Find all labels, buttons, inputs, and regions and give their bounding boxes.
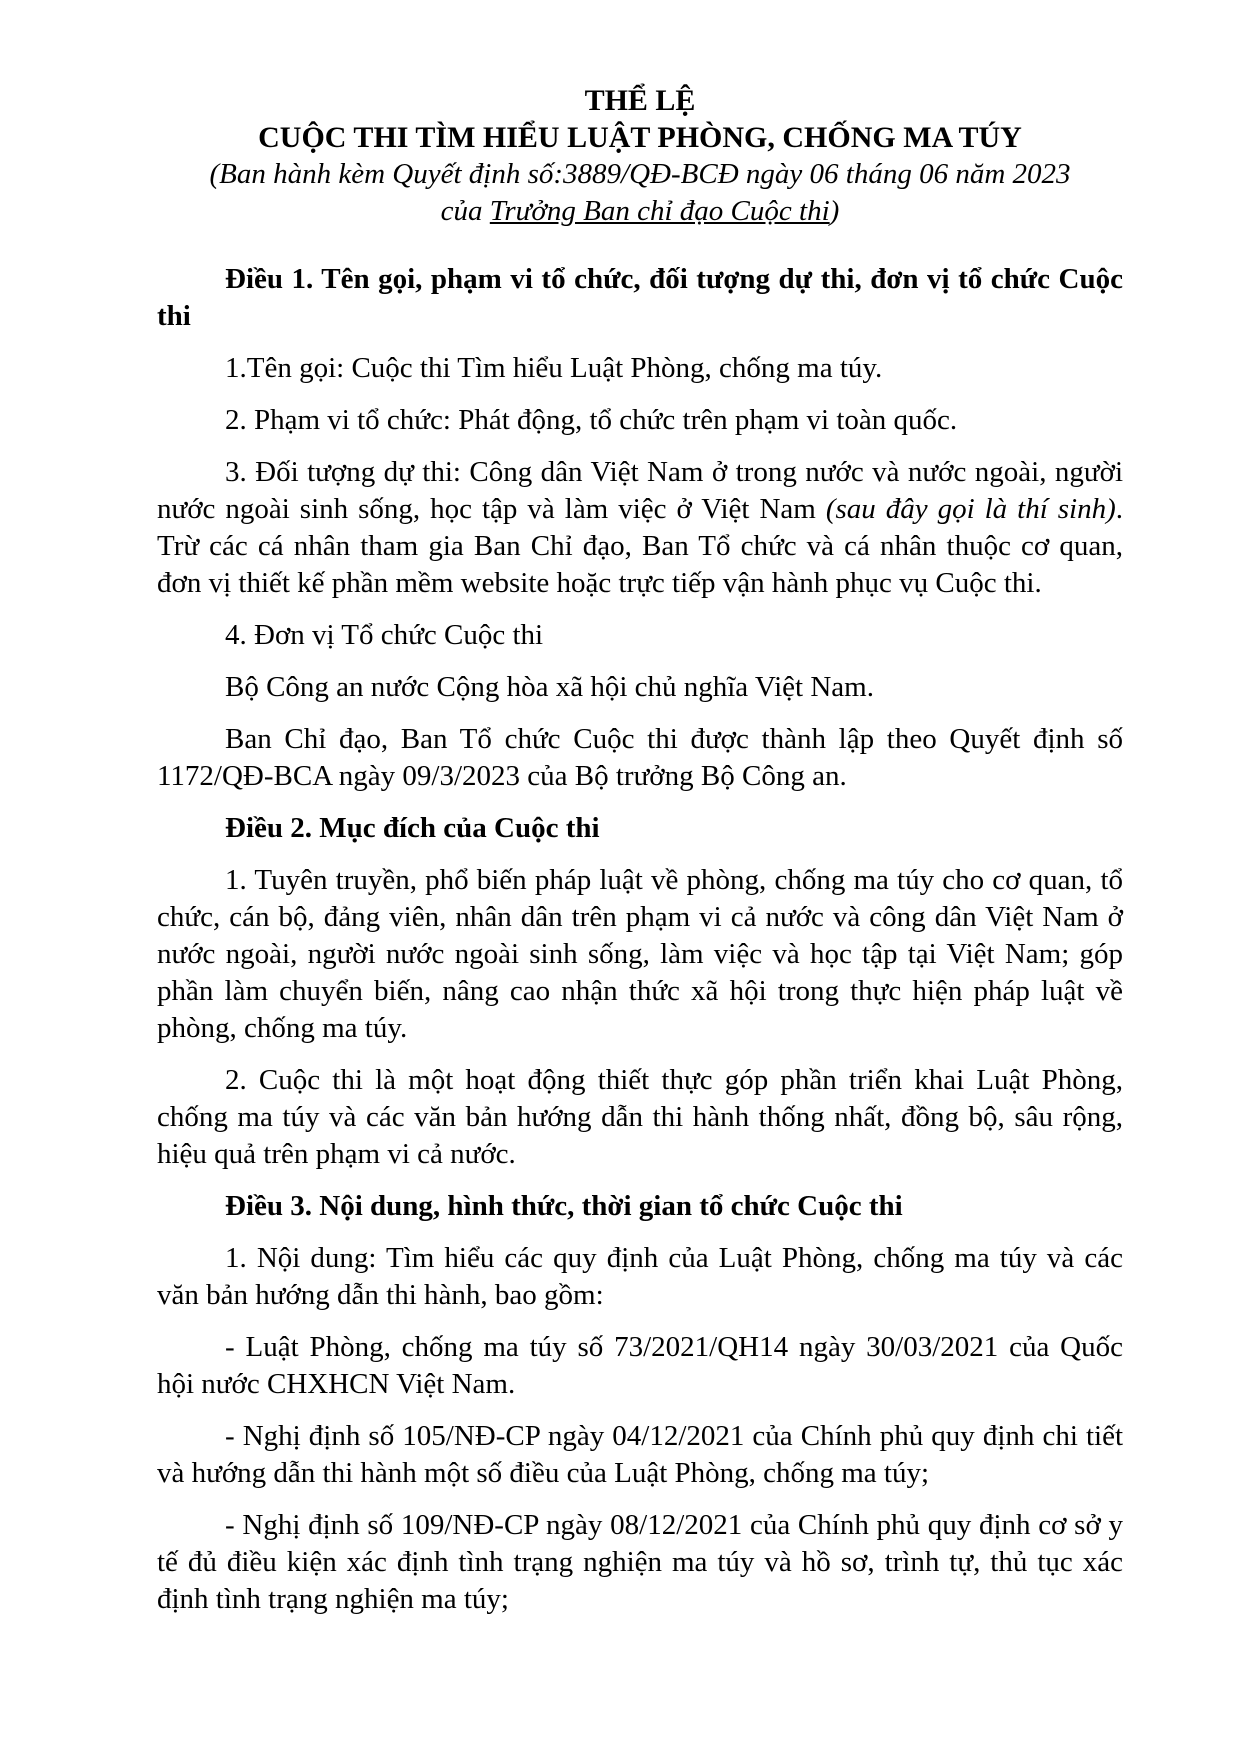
document-subtitle: CUỘC THI TÌM HIỂU LUẬT PHÒNG, CHỐNG MA TÚY — [258, 121, 1022, 154]
issuance-prefix: của — [440, 195, 490, 227]
article-1-paragraph-5: Bộ Công an nước Cộng hòa xã hội chủ nghĩa Việt Nam. — [225, 671, 874, 703]
article-3-list-item-2: - Nghị định số 105/NĐ-CP ngày 04/12/2021 của Chính phủ quy định chi tiết và hướng dẫn thi hành một số điều của Luật Phòng, chống ma túy; — [157, 1420, 1123, 1489]
document-title: THỂ LỆ — [584, 84, 696, 117]
document-header — [157, 82, 1123, 230]
paragraph-italic-run: (sau đây gọi là thí sinh) — [825, 493, 1116, 525]
article-3-list-item-1: - Luật Phòng, chống ma túy số 73/2021/QH14 ngày 30/03/2021 của Quốc hội nước CHXHCN Việt Nam. — [157, 1331, 1123, 1400]
issuance-suffix: ) — [829, 195, 840, 227]
article-3-paragraph-1: 1. Nội dung: Tìm hiểu các quy định của Luật Phòng, chống ma túy và các văn bản hướng dẫn thi hành, bao gồm: — [157, 1242, 1123, 1311]
article-1-paragraph-3 — [157, 454, 1123, 602]
issuance-line-1: (Ban hành kèm Quyết định số:3889/QĐ-BCĐ ngày 06 tháng 06 năm 2023 — [209, 158, 1071, 190]
article-1-paragraph-6: Ban Chỉ đạo, Ban Tổ chức Cuộc thi được thành lập theo Quyết định số 1172/QĐ-BCA ngày 09/3/2023 của Bộ trưởng Bộ Công an. — [157, 723, 1123, 792]
article-2-paragraph-1: 1. Tuyên truyền, phổ biến pháp luật về phòng, chống ma túy cho cơ quan, tổ chức, cán bộ, đảng viên, nhân dân trên phạm vi cả nước và công dân Việt Nam ở nước ngoài, người nước ngoài sinh sống, làm việc và học tập tại Việt Nam; góp phần làm chuyển biến, nâng cao nhận thức xã hội trong thực hiện pháp luật về phòng, chống ma túy. — [157, 864, 1123, 1044]
paragraph-run: . Trừ các cá nhân tham gia Ban Chỉ đạo, Ban Tổ chức và cá nhân thuộc cơ quan, đơn vị thiết kế phần mềm website hoặc trực tiếp vận hành phục vụ Cuộc thi. — [157, 493, 1123, 599]
article-1-paragraph-2: 2. Phạm vi tổ chức: Phát động, tổ chức trên phạm vi toàn quốc. — [225, 404, 958, 436]
article-1-heading: Điều 1. Tên gọi, phạm vi tổ chức, đối tượng dự thi, đơn vị tổ chức Cuộc thi — [157, 263, 1123, 332]
article-2-heading: Điều 2. Mục đích của Cuộc thi — [225, 812, 600, 844]
article-2-paragraph-2: 2. Cuộc thi là một hoạt động thiết thực góp phần triển khai Luật Phòng, chống ma túy và các văn bản hướng dẫn thi hành thống nhất, đồng bộ, sâu rộng, hiệu quả trên phạm vi cả nước. — [157, 1064, 1123, 1170]
article-3-heading: Điều 3. Nội dung, hình thức, thời gian tổ chức Cuộc thi — [225, 1190, 903, 1222]
paragraph-run: 3. Đối tượng dự thi: Công dân Việt Nam ở trong nước và nước ngoài, người nước ngoài sinh sống, học tập và làm việc ở Việt Nam — [157, 456, 1123, 525]
article-3-list-item-3: - Nghị định số 109/NĐ-CP ngày 08/12/2021 của Chính phủ quy định cơ sở y tế đủ điều kiện xác định tình trạng nghiện ma túy và hồ sơ, trình tự, thủ tục xác định tình trạng nghiện ma túy; — [157, 1509, 1123, 1615]
article-1-paragraph-4: 4. Đơn vị Tổ chức Cuộc thi — [225, 619, 544, 651]
article-1-paragraph-1: 1.Tên gọi: Cuộc thi Tìm hiểu Luật Phòng, chống ma túy. — [225, 352, 883, 384]
issuance-underlined-phrase: Trưởng Ban chỉ đạo Cuộc thi — [489, 195, 830, 227]
issuance-line-2 — [157, 193, 1123, 230]
